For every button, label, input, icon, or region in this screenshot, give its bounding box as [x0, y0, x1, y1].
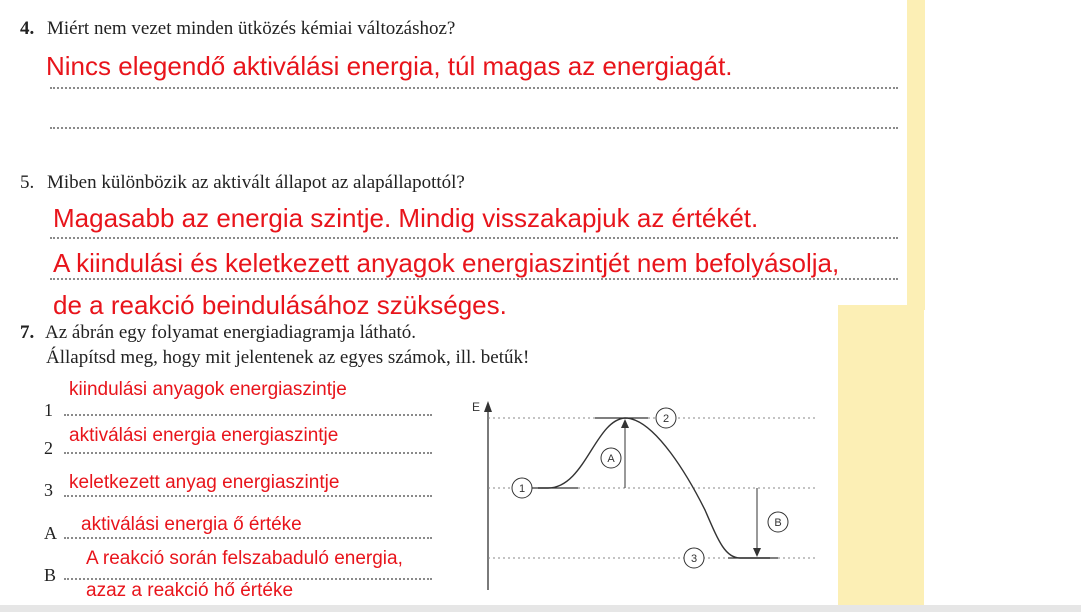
question-5-text: Miben különbözik az aktivált állapot az alapállapottól?: [47, 172, 465, 193]
answer-line: [64, 414, 432, 416]
axis-label-e: E: [472, 400, 481, 414]
item-label-3: 3: [44, 480, 53, 500]
item-answer-a: aktiválási energia ő értéke: [81, 514, 302, 535]
answer-line: [50, 127, 898, 129]
question-7-line-1: Az ábrán egy folyamat energiadiagramja látható.: [45, 322, 417, 343]
question-7: [20, 322, 416, 344]
item-answer-2: aktiválási energia energiaszintje: [69, 425, 339, 446]
item-answer-3: keletkezett anyag energiaszintje: [69, 472, 340, 493]
question-5-number: 5.: [20, 172, 35, 193]
question-4: [20, 18, 455, 40]
answer-line: [50, 237, 898, 239]
page-bottom-edge: [0, 605, 1081, 612]
answer-5-line-2: A kiindulási és keletkezett anyagok energiaszintjét nem befolyásolja,: [53, 248, 840, 278]
item-answer-b-line-1: A reakció során felszabaduló energia,: [86, 548, 403, 569]
marker-b: B: [774, 517, 782, 529]
item-label-a: A: [44, 523, 57, 543]
answer-line: [64, 537, 432, 539]
question-7-line-2: Állapítsd meg, hogy mit jelentenek az egyes számok, ill. betűk!: [46, 347, 530, 368]
answer-5-line-1: Magasabb az energia szintje. Mindig visszakapjuk az értékét.: [53, 203, 759, 233]
marker-a: A: [607, 453, 615, 465]
question-4-number: 4.: [20, 18, 35, 39]
answer-line: [50, 87, 898, 89]
sticky-note-bottom: [838, 305, 924, 605]
arrow-a-head: [621, 419, 629, 428]
item-answer-b-line-2: azaz a reakció hő értéke: [86, 580, 294, 601]
marker-2: 2: [662, 413, 670, 425]
item-answer-1: kiindulási anyagok energiaszintje: [69, 379, 347, 400]
item-label-1: 1: [44, 400, 53, 420]
arrow-b-head: [753, 548, 761, 557]
item-label-b: B: [44, 565, 57, 585]
item-label-2: 2: [44, 438, 53, 458]
axis-arrowhead: [484, 401, 492, 412]
answer-line: [64, 495, 432, 497]
energy-diagram: [460, 390, 840, 590]
answer-5-line-3: de a reakció beindulásához szükséges.: [53, 290, 507, 320]
answer-line: [64, 452, 432, 454]
question-4-text: Miért nem vezet minden ütközés kémiai változáshoz?: [47, 18, 456, 39]
answer-4: Nincs elegendő aktiválási energia, túl magas az energiagát.: [46, 51, 733, 81]
marker-3: 3: [690, 553, 698, 565]
question-7-number: 7.: [20, 322, 35, 343]
sticky-note-top: [907, 0, 925, 310]
question-5: [20, 172, 465, 194]
marker-1: 1: [518, 483, 526, 495]
